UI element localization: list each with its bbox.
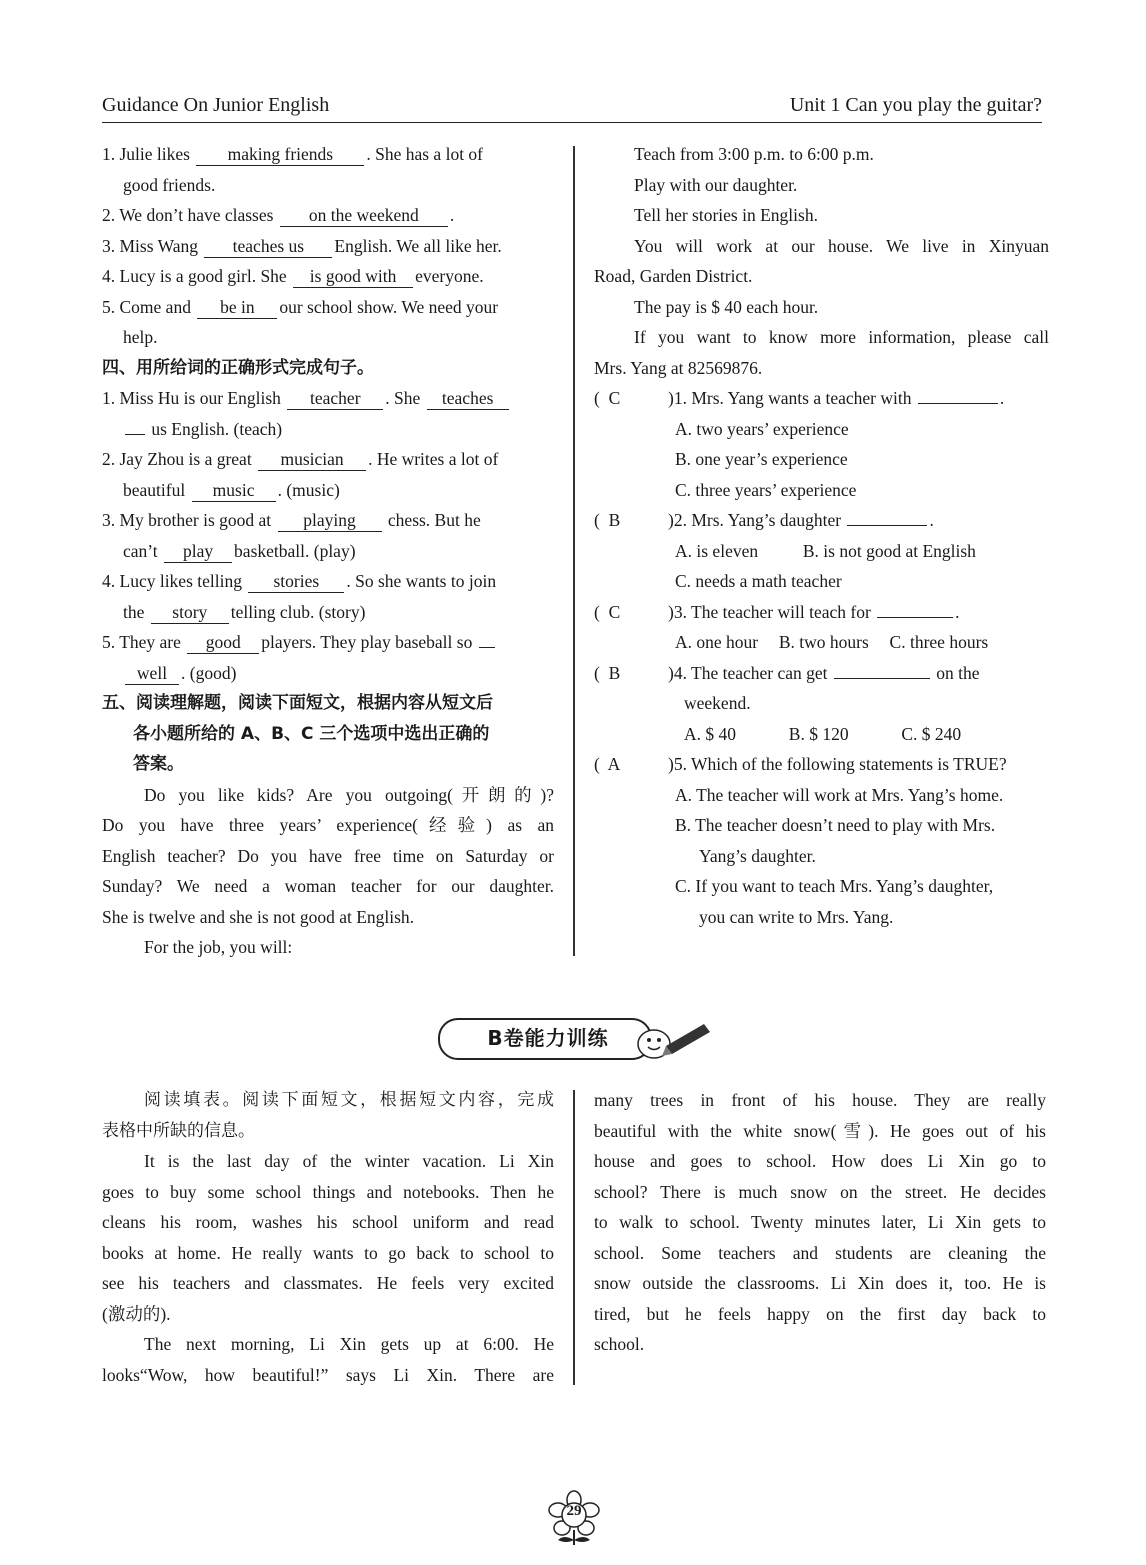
option-row: A. is eleven B. is not good at English — [675, 540, 976, 561]
answer-blank: be in — [197, 296, 277, 319]
answer-blank: playing — [278, 509, 382, 532]
section-title: 五、阅读理解题，阅读下面短文，根据内容从短文后 — [102, 693, 493, 713]
question-item: ( B )4. The teacher can get on the — [594, 662, 980, 683]
question-item: ( B )2. Mrs. Yang’s daughter . — [594, 510, 934, 530]
passage-line: house and goes to school. How does Li Xin go to — [594, 1151, 1046, 1171]
passage-line: Do you like kids? Are you outgoing(开朗的)? — [144, 784, 554, 805]
passage-line: many trees in front of his house. They are really — [594, 1090, 1046, 1110]
passage-line: tired, but he feels happy on the first day back to — [594, 1303, 1046, 1324]
passage-line: If you want to know more information, please call — [634, 327, 1049, 347]
exercise-item: 3. Miss Wang teaches us English. We all like her. — [102, 235, 502, 256]
exercise-item: 4. Lucy is a good girl. She is good with everyone. — [102, 266, 484, 286]
answer-blank: stories — [248, 570, 344, 593]
answer-blank: on the weekend — [280, 204, 448, 227]
passage-line: goes to buy some school things and notebooks. Then he — [102, 1181, 554, 1202]
pencil-icon — [616, 1014, 716, 1062]
passage-line: (激动的). — [102, 1303, 171, 1324]
answer-blank: making friends — [196, 143, 364, 166]
passage-line: to walk to school. Twenty minutes later, Li Xin gets to — [594, 1212, 1046, 1232]
instruction: 表格中所缺的信息。 — [102, 1120, 255, 1141]
column-divider — [573, 146, 575, 956]
option: B. one year’s experience — [675, 449, 848, 469]
duty-line: Teach from 3:00 p.m. to 6:00 p.m. — [634, 144, 874, 164]
answer-letter: B — [608, 510, 621, 530]
section-title: 四、用所给词的正确形式完成句子。 — [102, 357, 374, 378]
passage-line: It is the last day of the winter vacation. Li Xin — [144, 1151, 554, 1171]
passage-line: English teacher? Do you have free time on Saturday or — [102, 845, 554, 866]
exercise-item: 1. Julie likes making friends . She has a lot of — [102, 144, 484, 164]
passage-line: The next morning, Li Xin gets up at 6:00. He — [144, 1334, 554, 1354]
instruction: 阅读填表。阅读下面短文，根据短文内容，完成 — [144, 1090, 554, 1110]
passage-line: snow outside the classrooms. Li Xin does it, too. He is — [594, 1273, 1046, 1293]
exercise-item: 5. Come and be in our school show. We need your — [102, 296, 499, 317]
option: A. two years’ experience — [675, 418, 849, 439]
passage-line: looks“Wow, how beautiful!” says Li Xin. There are — [102, 1364, 554, 1385]
book-title: Guidance On Junior English — [102, 94, 330, 116]
answer-blank — [125, 434, 145, 435]
option: A. The teacher will work at Mrs. Yang’s home. — [675, 784, 1004, 805]
passage-line: school. Some teachers and students are cleaning the — [594, 1242, 1046, 1263]
exercise-item: 3. My brother is good at playing chess. But he — [102, 510, 481, 530]
answer-blank: teaches — [427, 387, 509, 410]
duty-line: Play with our daughter. — [634, 174, 798, 195]
answer-letter: B — [608, 662, 621, 683]
option: C. three years’ experience — [675, 479, 857, 500]
banner-title: B卷能力训练 — [487, 1026, 609, 1050]
partB-right — [594, 1085, 1046, 1360]
question-item: ( C )3. The teacher will teach for . — [594, 601, 960, 622]
partB-left — [102, 1085, 554, 1390]
left-column: 1. Julie likes making friends . She has a lot of good friends. 2. We don’t have classes on the weekend . 3. Miss Wang teaches us English. We all like her. 4. Lucy is a good girl. She is good with everyone. 5. Come and be in our school show. We need your help. 四、用所给词的正确形式完成句子。 1. Miss Hu is our English teacher . She teaches us English. (teach) 2. Jay Zhou is a great musician . He writes a lot of beautiful music . (music) 3. My brother is good at playing chess. But he can’t play basketball. (play) 4. Lucy likes telling stories . So she wants to join the story telling club. (story) 5. They are good players. They play baseball so well . (good) 五、阅读理解题，阅读下面短文，根据内容从短文后 各小题所给的 A、B、C 三个选项中选出正确的 答案。 Do you like kids? Are you outgoing(开朗的)? Do you have three years’ experience(经验) as an English teacher? Do you have free time on Saturday or Sunday? We need a woman teacher for our daughter. She is twelve and she is not good at English. For the job, you will: — [102, 139, 554, 963]
passage-line: Road, Garden District. — [594, 266, 753, 286]
exercise-item: 5. They are good players. They play baseball so — [102, 627, 554, 658]
page-number-text: 29 — [566, 1503, 582, 1519]
answer-letter: A — [607, 754, 620, 774]
answer-letter: C — [608, 388, 621, 408]
answer-blank: teaches us — [204, 235, 332, 258]
exercise-item: 2. Jay Zhou is a great musician . He writes a lot of — [102, 449, 499, 469]
passage-line: books at home. He really wants to go back to school to — [102, 1242, 554, 1263]
answer-blank: play — [164, 540, 232, 563]
passage-line: cleans his room, washes his school uniform and read — [102, 1212, 554, 1232]
right-column: Teach from 3:00 p.m. to 6:00 p.m. Play with our daughter. Tell her stories in English. You will work at our house. We live in Xinyuan Road, Garden District. The pay is $ 40 each hour. If you want to know more information, please call Mrs. Yang at 82569876. ( C )1. Mrs. Yang wants a teacher with . A. two years’ experience B. one year’s experience C. three years’ experience ( B )2. Mrs. Yang’s daughter . A. is eleven B. is not good at English C. needs a math teacher ( C )3. The teacher will teach for . A. one hour B. two hours C. three hours ( B )4. The teacher can get on the weekend. A. $ 40 B. $ 120 C. $ 240 ( A )5. Which of the following statements is TRUE? A. The teacher will work at Mrs. Yang’s home. B. The teacher doesn’t need to play with Mrs. Yang’s daughter. C. If you want to teach Mrs. Yang’s daughter, you can write to Mrs. Yang. — [594, 139, 1049, 932]
section-banner — [438, 1014, 718, 1062]
answer-blank: good — [187, 631, 259, 654]
passage-line: Do you have three years’ experience(经验) as an — [102, 815, 554, 835]
column-divider — [573, 1090, 575, 1385]
passage-line: school. — [594, 1334, 645, 1354]
passage-line: The pay is $ 40 each hour. — [634, 296, 819, 317]
passage-line: She is twelve and she is not good at English. — [102, 906, 415, 927]
answer-letter: C — [608, 601, 621, 622]
passage-line: beautiful with the white snow(雪). He goes out of his — [594, 1120, 1046, 1141]
page-number — [546, 1490, 602, 1546]
exercise-item: 2. We don’t have classes on the weekend . — [102, 205, 455, 225]
question-item: ( C )1. Mrs. Yang wants a teacher with . — [594, 388, 1005, 408]
answer-blank: music — [192, 479, 276, 502]
question-item: ( A )5. Which of the following statements is TRUE? — [594, 754, 1007, 774]
passage-line: see his teachers and classmates. He feels very excited — [102, 1273, 554, 1293]
option: C. needs a math teacher — [675, 571, 842, 591]
option: Yang’s daughter. — [699, 845, 816, 866]
option-row: A. $ 40 B. $ 120 C. $ 240 — [684, 723, 962, 744]
answer-blank: teacher — [287, 387, 383, 410]
option: you can write to Mrs. Yang. — [699, 906, 894, 927]
option-row: A. one hour B. two hours C. three hours — [675, 632, 989, 652]
answer-blank: musician — [258, 448, 366, 471]
duty-line: Tell her stories in English. — [634, 205, 818, 225]
passage-line: You will work at our house. We live in Xinyuan — [634, 235, 1049, 256]
answer-blank: well — [125, 662, 179, 685]
page-header — [102, 92, 1042, 123]
passage-line: school? There is much snow on the street. He decides — [594, 1181, 1046, 1202]
passage-line: Mrs. Yang at 82569876. — [594, 357, 763, 378]
unit-title: Unit 1 Can you play the guitar? — [789, 94, 1042, 116]
exercise-item: 1. Miss Hu is our English teacher . She teaches — [102, 383, 554, 414]
passage-line: For the job, you will: — [144, 937, 293, 957]
passage-line: Sunday? We need a woman teacher for our daughter. — [102, 876, 554, 896]
option: B. The teacher doesn’t need to play with Mrs. — [675, 815, 996, 835]
answer-blank: story — [151, 601, 229, 624]
answer-blank: is good with — [293, 265, 413, 288]
option: C. If you want to teach Mrs. Yang’s daughter, — [675, 876, 994, 896]
exercise-item: 4. Lucy likes telling stories . So she wants to join — [102, 571, 497, 591]
